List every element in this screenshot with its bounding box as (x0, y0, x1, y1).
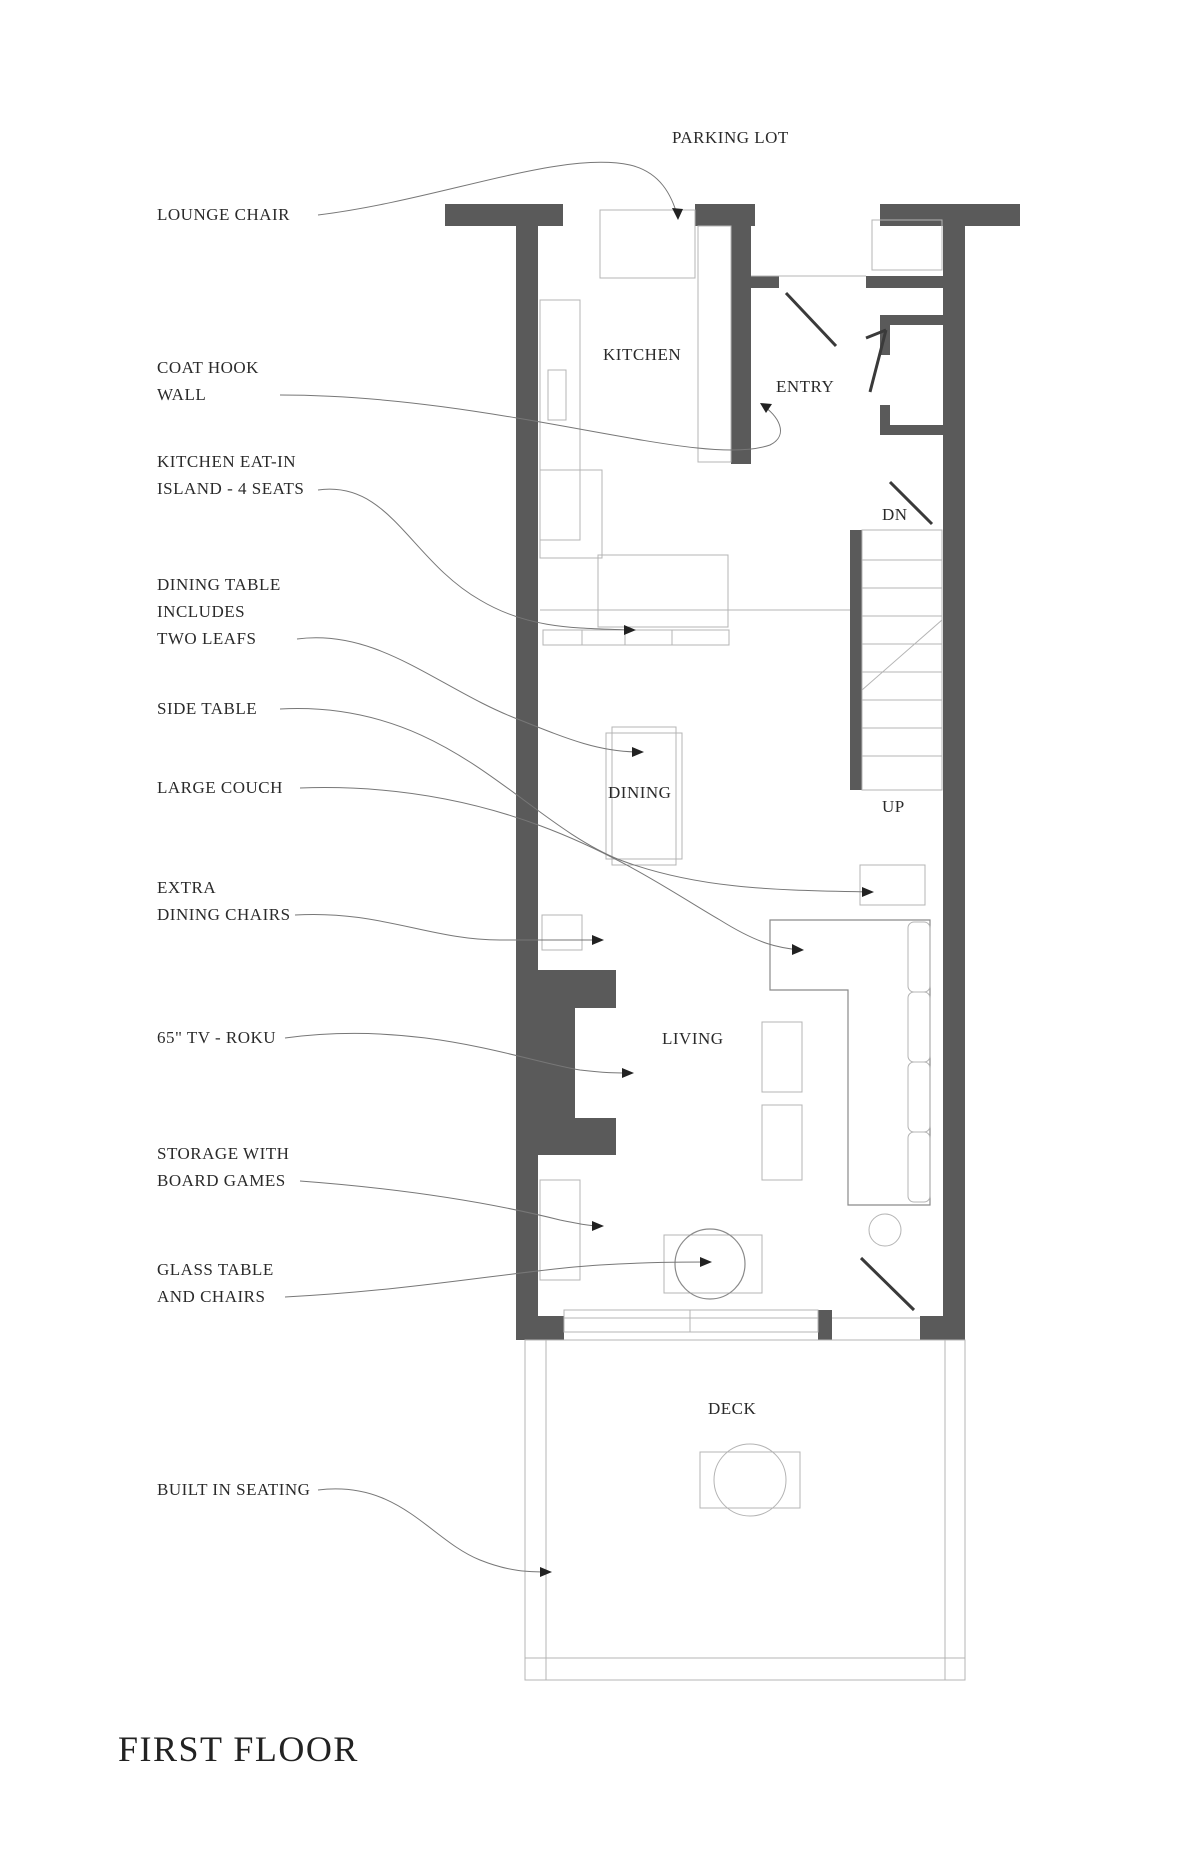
walls (445, 204, 1020, 1340)
callout-chairs-line2: DINING CHAIRS (157, 905, 291, 924)
callout-dining-line3: TWO LEAFS (157, 629, 257, 648)
callout-side-table: SIDE TABLE (157, 699, 258, 718)
leader-lines (280, 162, 874, 1577)
callout-dining-line2: INCLUDES (157, 602, 246, 621)
plan-title: FIRST FLOOR (118, 1729, 359, 1769)
callout-lounge-chair: LOUNGE CHAIR (157, 205, 291, 224)
room-label-parking-lot: PARKING LOT (672, 128, 789, 147)
callout-coat-hook-line2: WALL (157, 385, 207, 404)
room-label-living: LIVING (662, 1029, 724, 1048)
callout-glass-line1: GLASS TABLE (157, 1260, 274, 1279)
room-label-entry: ENTRY (776, 377, 835, 396)
callout-coat-hook-line1: COAT HOOK (157, 358, 259, 377)
stair-label-up: UP (882, 797, 905, 816)
room-label-kitchen: KITCHEN (603, 345, 682, 364)
callout-chairs-line1: EXTRA (157, 878, 217, 897)
deck (525, 1340, 965, 1680)
callout-large-couch: LARGE COUCH (157, 778, 283, 797)
callout-storage-line2: BOARD GAMES (157, 1171, 286, 1190)
callout-dining-line1: DINING TABLE (157, 575, 281, 594)
room-label-deck: DECK (708, 1399, 757, 1418)
room-label-dining: DINING (608, 783, 672, 802)
callout-glass-line2: AND CHAIRS (157, 1287, 266, 1306)
callouts (157, 205, 310, 1499)
callout-tv: 65" TV - ROKU (157, 1028, 277, 1047)
stair (862, 530, 942, 790)
callout-built-in-seating: BUILT IN SEATING (157, 1480, 311, 1499)
stair-label-dn: DN (882, 505, 908, 524)
callout-island-line1: KITCHEN EAT-IN (157, 452, 297, 471)
callout-island-line2: ISLAND - 4 SEATS (157, 479, 305, 498)
callout-storage-line1: STORAGE WITH (157, 1144, 290, 1163)
